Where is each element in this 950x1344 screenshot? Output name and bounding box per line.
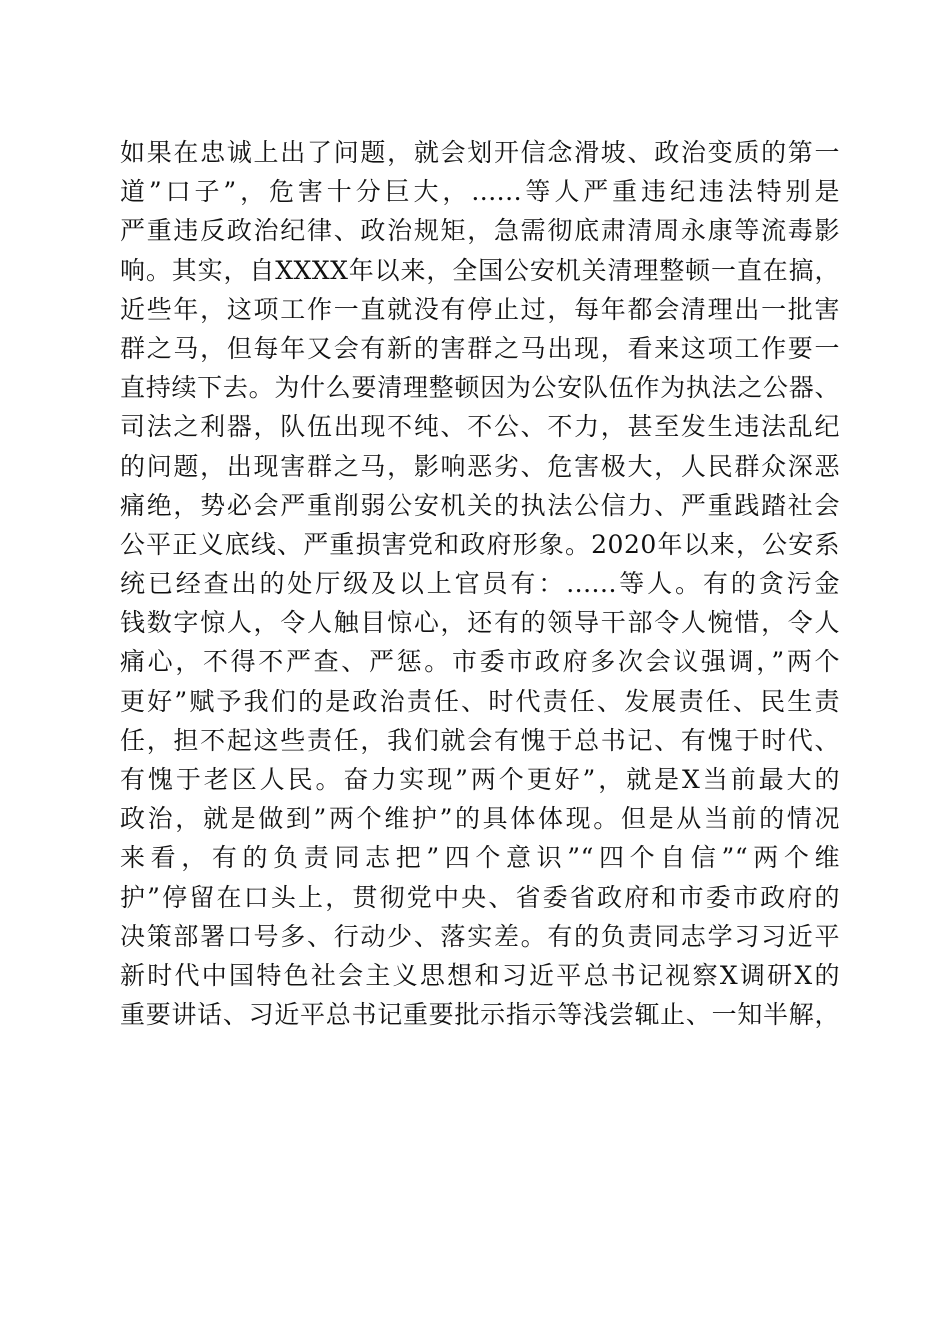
- text-line: 有愧于老区人民。奋力实现”两个更好”，就是X当前最大的: [120, 765, 840, 794]
- text-line: 钱数字惊人，令人触目惊心，还有的领导干部令人惋惜，令人: [120, 608, 840, 638]
- text-line: 的问题，出现害群之马，影响恶劣、危害极大，人民群众深恶: [120, 451, 840, 481]
- text-line: 道”口子”，危害十分巨大，......等人严重违纪违法特别是: [120, 177, 840, 207]
- text-line: 群之马，但每年又会有新的害群之马出现，看来这项工作要一: [120, 333, 840, 363]
- text-line: 新时代中国特色社会主义思想和习近平总书记视察X调研X的: [120, 960, 840, 990]
- text-line: 如果在忠诚上出了问题，就会划开信念滑坡、政治变质的第一: [120, 138, 840, 167]
- text-line: 直持续下去。为什么要清理整顿因为公安队伍作为执法之公器、: [120, 373, 840, 403]
- text-line: 痛绝，势必会严重削弱公安机关的执法公信力、严重践踏社会: [120, 490, 840, 520]
- text-line: 严重违反政治纪律、政治规矩，急需彻底肃清周永康等流毒影: [120, 216, 840, 246]
- text-line: 政治，就是做到”两个维护”的具体体现。但是从当前的情况: [120, 804, 840, 834]
- text-line: 近些年，这项工作一直就没有停止过，每年都会清理出一批害: [120, 294, 840, 324]
- text-line: 司法之利器，队伍出现不纯、不公、不力，甚至发生违法乱纪: [120, 412, 840, 442]
- text-line: 重要讲话、习近平总书记重要批示指示等浅尝辄止、一知半解，: [120, 1000, 840, 1030]
- text-line: 公平正义底线、严重损害党和政府形象。2020年以来，公安系: [120, 529, 840, 559]
- text-line: 更好”赋予我们的是政治责任、时代责任、发展责任、民生责: [120, 686, 840, 716]
- text-line: 决策部署口号多、行动少、落实差。有的负责同志学习习近平: [120, 921, 840, 951]
- text-line: 来看，有的负责同志把”四个意识”“四个自信”“两个维: [120, 843, 840, 873]
- text-line: 痛心，不得不严查、严惩。市委市政府多次会议强调，”两个: [120, 647, 840, 677]
- body-paragraph: [120, 133, 840, 1034]
- text-line: 护”停留在口头上，贯彻党中央、省委省政府和市委市政府的: [120, 882, 840, 912]
- text-line: 任，担不起这些责任，我们就会有愧于总书记、有愧于时代、: [120, 725, 840, 755]
- text-line: 统已经查出的处厅级及以上官员有：......等人。有的贪污金: [120, 569, 840, 599]
- text-line: 响。其实，自XXXX年以来，全国公安机关清理整顿一直在搞，: [120, 255, 840, 285]
